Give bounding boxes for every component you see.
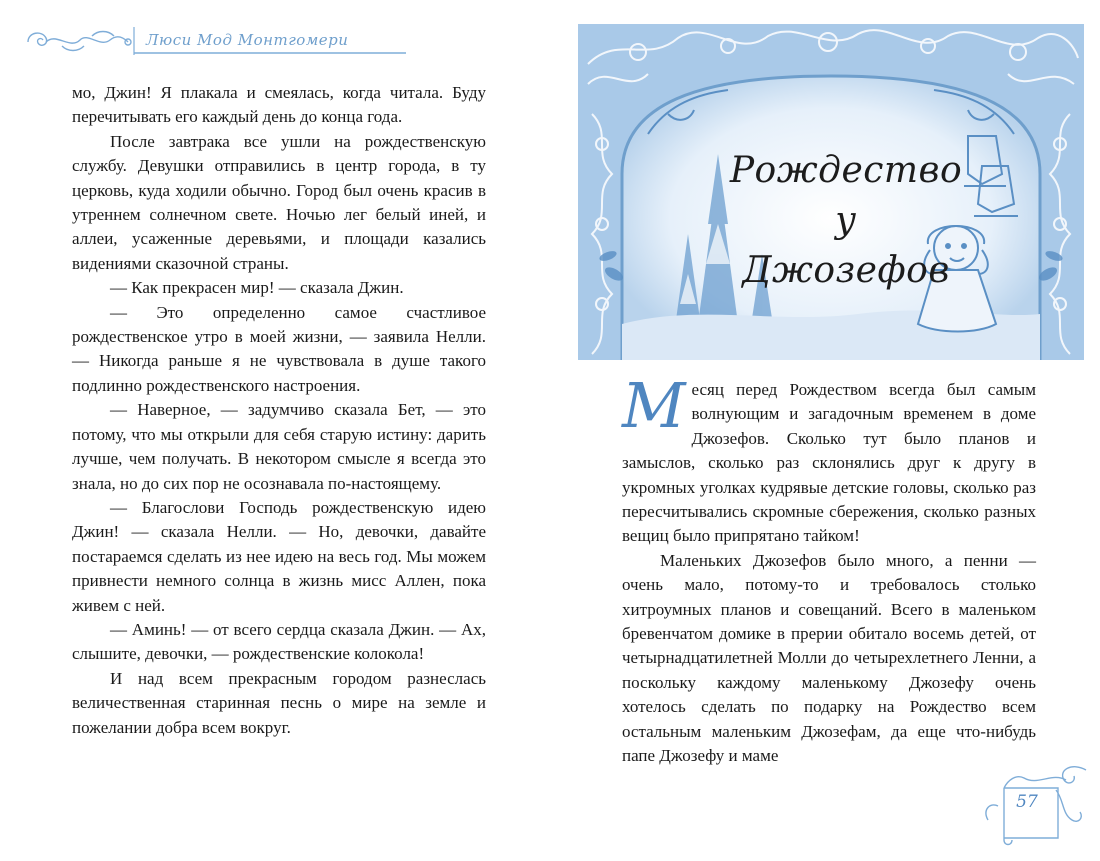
drop-cap: М — [622, 369, 686, 442]
page-number-ornament — [968, 760, 1096, 850]
paragraph: После завтрака все ушли на рождественскую службу. Девушки отправились в центр города, в ту церковь, куда ходили обычно. Город был очень красив в утреннем солнечном свете. Ночью лег белый иней, и аллеи, усаженные деревьями, и площади казались видениями сказочной страны. — [72, 131, 486, 273]
paragraph: мо, Джин! Я плакала и смеялась, когда читала. Буду перечитывать его каждый день до конца года. — [72, 83, 486, 127]
paragraph: — Это определенно самое счастливое рождественское утро в моей жизни, — заявила Нелли. — Никогда раньше я не чувствовала в душе такого подлинно рождественского настроения. — [72, 302, 486, 395]
paragraph: — Наверное, — задумчиво сказала Бет, — это потому, что мы открыли для себя старую истину: дарить лучше, чем получать. В некотором смысле я всегда это знала, но до сих пор не осознавала по-настоящему. — [72, 400, 486, 493]
left-page-text — [72, 81, 486, 740]
right-page-text — [622, 369, 1036, 769]
chapter-title-line: Рождество — [729, 150, 963, 191]
paragraph-text: есяц перед Рождеством всегда был самым волнующим и загадочным временем в доме Джозефов. Сколько тут было планов и замыслов, сколько раз склонялись друг к другу в укромных уголках кудрявые детские головы, сколько раз пересчитывались скромные сбережения, сколько разных вещиц было припрятано тайком! — [622, 380, 1036, 546]
paragraph: — Благослови Господь рождественскую идею Джин! — сказала Нелли. — Но, девочки, давайте постараемся сделать из нее идею на весь год. Мы можем привнести немного солнца в жизнь мисс Аллен, пока живем с ней. — [72, 497, 486, 615]
chapter-title-line: у Джозефов — [742, 200, 950, 291]
paragraph: И над всем прекрасным городом разнеслась величественная старинная песнь о мире на земле и пожелании добра всем вокруг. — [72, 668, 486, 737]
running-head-title: Люси Мод Монтгомери — [146, 31, 349, 49]
chapter-title — [726, 146, 966, 296]
paragraph — [622, 369, 1036, 549]
paragraph: — Как прекрасен мир! — сказала Джин. — [110, 278, 404, 298]
paragraph: — Аминь! — от всего сердца сказала Джин. — Ах, слышите, девочки, — рождественские колокола! — [72, 619, 486, 664]
chapter-illustration — [578, 24, 1084, 360]
page-number: 57 — [1016, 792, 1038, 812]
running-head — [22, 24, 408, 58]
paragraph: Маленьких Джозефов было много, а пенни — очень мало, потому-то и требовалось столько хитроумных планов и совещаний. Всего в маленьком бревенчатом домике в прерии обитало восемь детей, от четырнадцатилетней Молли до четырехлетнего Ленни, а поскольку каждому маленькому Джозефу очень хотелось сделать по подарку на Рождество всем остальным маленьким Джозефам, да еще что-нибудь папе Джозефу и маме — [622, 550, 1036, 766]
right-page — [550, 0, 1100, 861]
